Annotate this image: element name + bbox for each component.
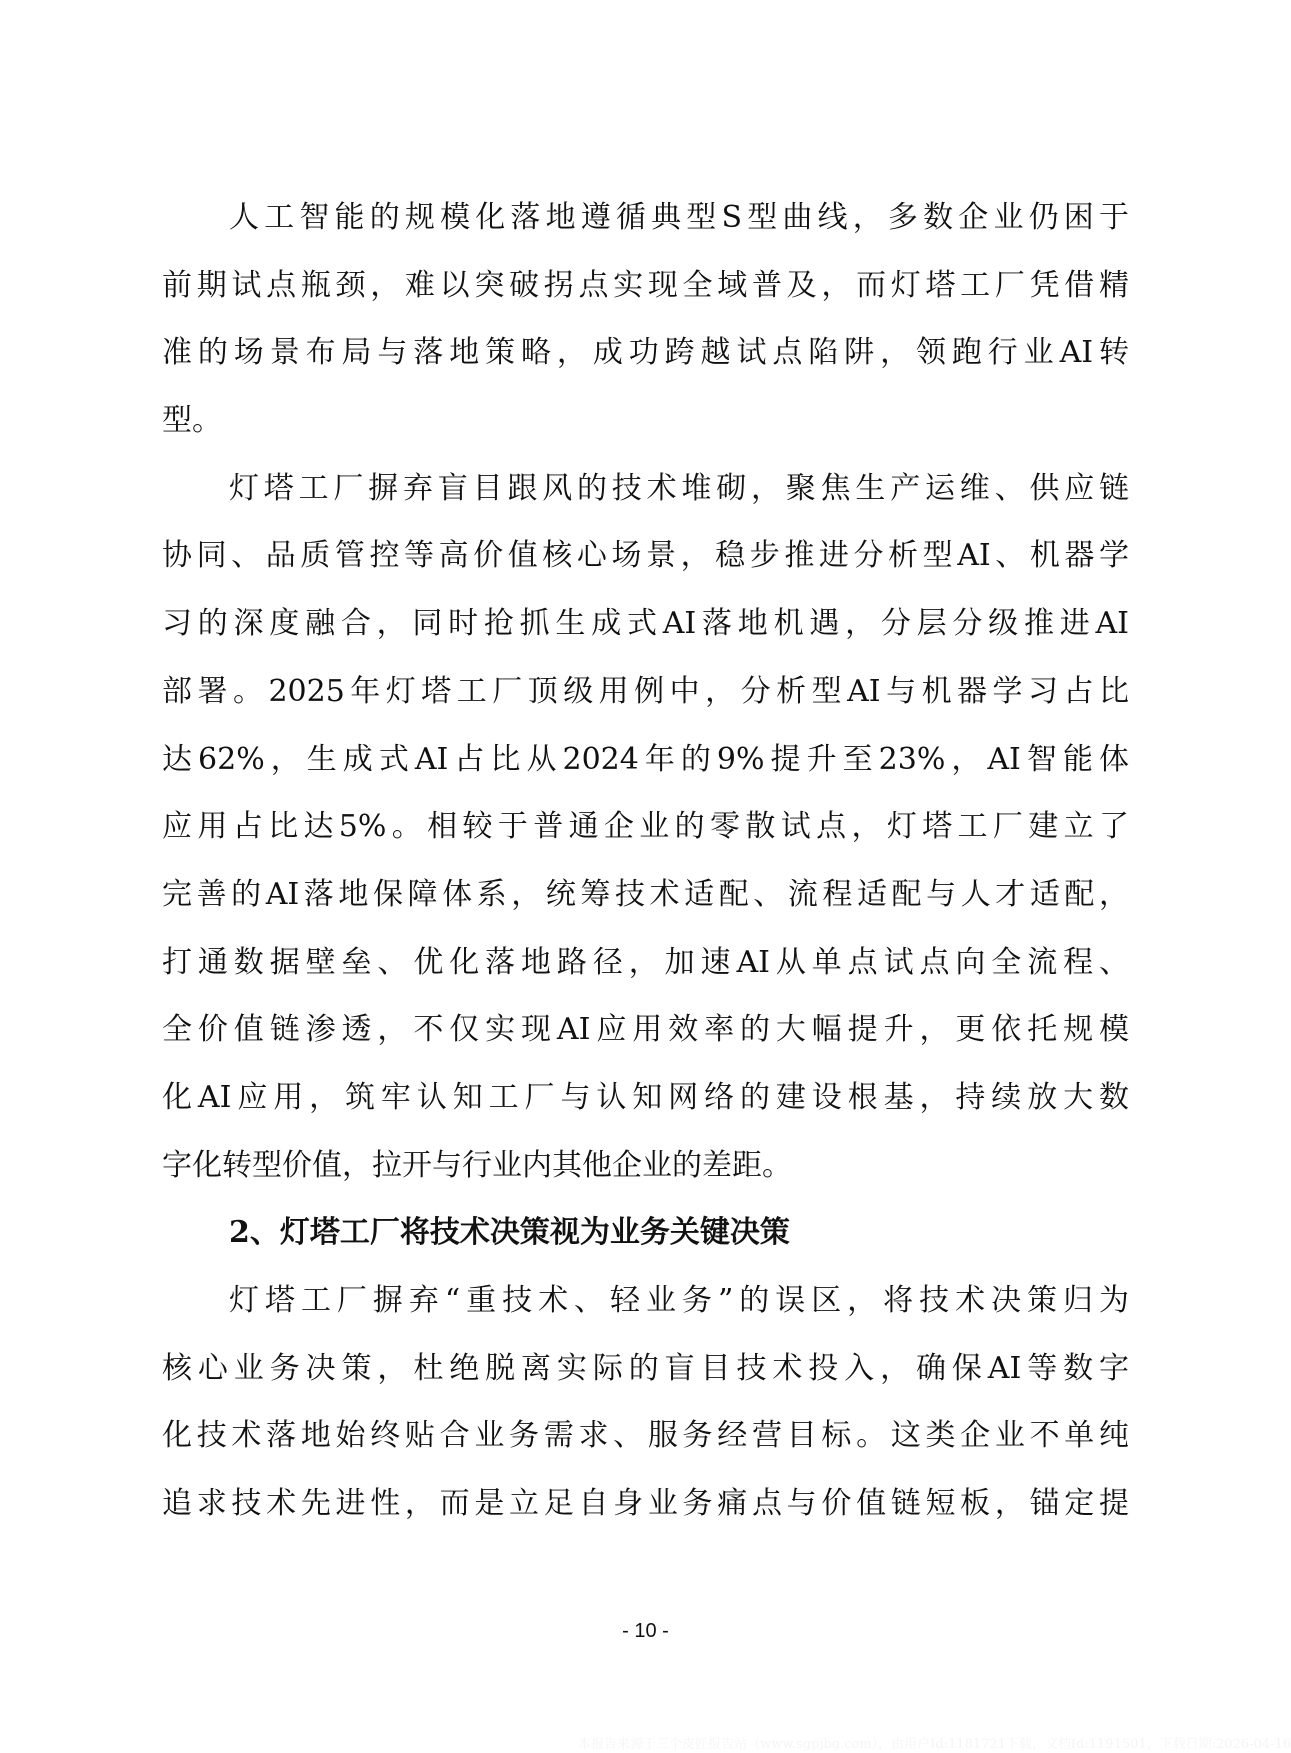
paragraph-2-line: 灯塔工厂摒弃盲目跟风的技术堆砌，聚焦生产运维、供应链	[229, 470, 1129, 506]
paragraph-1-line: 准的场景布局与落地策略，成功跨越试点陷阱，领跑行业AI转	[162, 335, 1129, 371]
paragraph-3-line: 核心业务决策，杜绝脱离实际的盲目技术投入，确保AI等数字	[162, 1350, 1129, 1386]
paragraph-2-line: 全价值链渗透，不仅实现AI应用效率的大幅提升，更依托规模	[162, 1012, 1129, 1048]
paragraph-3-line: 灯塔工厂摒弃“重技术、轻业务”的误区，将技术决策归为	[229, 1283, 1129, 1318]
body-text	[162, 184, 1129, 1538]
paragraph-2-line: 应用占比达5%。相较于普通企业的零散试点，灯塔工厂建立了	[162, 809, 1129, 845]
paragraph-2-line: 协同、品质管控等高价值核心场景，稳步推进分析型AI、机器学	[162, 538, 1129, 574]
section-heading: 2、灯塔工厂将技术决策视为业务关键决策	[229, 1215, 790, 1251]
paragraph-2-line: 习的深度融合，同时抢抓生成式AI落地机遇，分层分级推进AI	[162, 606, 1129, 642]
paragraph-2-line: 化AI应用，筑牢认知工厂与认知网络的建设根基，持续放大数	[162, 1079, 1129, 1115]
paragraph-3-line: 追求技术先进性，而是立足自身业务痛点与价值链短板，锚定提	[162, 1486, 1129, 1522]
paragraph-3-line: 化技术落地始终贴合业务需求、服务经营目标。这类企业不单纯	[162, 1418, 1129, 1454]
paragraph-2-line: 字化转型价值，拉开与行业内其他企业的差距。	[162, 1147, 792, 1183]
paragraph-1-line: 前期试点瓶颈，难以突破拐点实现全域普及，而灯塔工厂凭借精	[162, 267, 1129, 303]
watermark: 本报告来源于三个皮匠报告站（www.sgpjbg.com），由用户Id:1181721下载，文档Id:1191501，下载日期:2026-04-16	[578, 1737, 1291, 1752]
paragraph-2-line: 达62%，生成式AI占比从2024年的9%提升至23%，AI智能体	[162, 741, 1129, 777]
paragraph-1-line: 型。	[162, 403, 222, 439]
paragraph-2-line: 打通数据壁垒、优化落地路径，加速AI从单点试点向全流程、	[162, 944, 1129, 980]
paragraph-2-line: 部署。2025年灯塔工厂顶级用例中，分析型AI与机器学习占比	[162, 673, 1129, 709]
paragraph-2-line: 完善的AI落地保障体系，统筹技术适配、流程适配与人才适配，	[162, 876, 1129, 912]
page-number: - 10 -	[622, 1620, 669, 1642]
paragraph-1-line: 人工智能的规模化落地遵循典型S型曲线，多数企业仍困于	[229, 200, 1129, 235]
